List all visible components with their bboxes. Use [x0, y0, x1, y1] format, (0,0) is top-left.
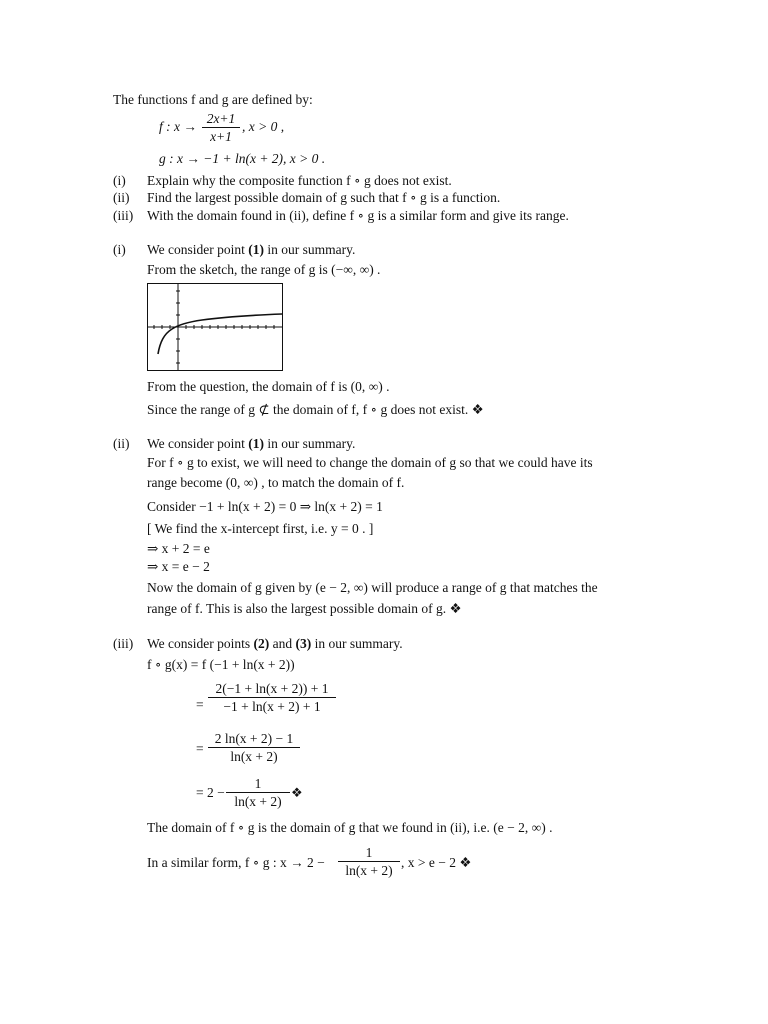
f-definition-lead: f : x → [159, 119, 197, 134]
composite-definition: f ∘ g(x) = f (−1 + ln(x + 2)) [147, 657, 295, 672]
part-ii-line5: [ We find the x-intercept first, i.e. y = 0 . ] [147, 521, 374, 536]
f-definition-tail: , x > 0 , [242, 119, 285, 134]
part-i-line2: From the sketch, the range of g is (−∞, ∞) . [147, 262, 381, 277]
text-run: in our summary. [264, 436, 356, 451]
step2-numerator: 2 ln(x + 2) − 1 [214, 731, 294, 746]
text-run: We consider point [147, 242, 249, 257]
final-denominator: ln(x + 2) [345, 863, 393, 878]
step3-denominator: ln(x + 2) [234, 794, 282, 809]
final-form-lead: In a similar form, f ∘ g : x → 2 − [147, 855, 325, 870]
part-ii-line9: range of f. This is also the largest possible domain of g. ❖ [147, 601, 462, 616]
bold-point-ref: (1) [248, 436, 265, 451]
g-curve [158, 314, 282, 354]
part-i-line1 [147, 242, 355, 258]
part-ii-line7: ⇒ x = e − 2 [147, 559, 210, 574]
question-number: (iii) [113, 208, 134, 223]
f-definition-fraction [202, 111, 240, 144]
part-iii-line1 [147, 636, 403, 652]
text-run: We consider point [147, 436, 249, 451]
bold-point-ref: (2) [253, 636, 270, 651]
step1-denominator: −1 + ln(x + 2) + 1 [223, 699, 321, 714]
part-iii-number: (iii) [113, 636, 134, 651]
final-form-tail: , x > e − 2 ❖ [401, 855, 472, 870]
text-run: We consider points [147, 636, 254, 651]
diamond-icon: ❖ [291, 785, 303, 800]
part-i-number: (i) [113, 242, 126, 257]
composite-domain-line: The domain of f ∘ g is the domain of g that we found in (ii), i.e. (e − 2, ∞) . [147, 820, 553, 835]
step2-fraction [208, 731, 300, 764]
text-run: in our summary. [264, 242, 356, 257]
question-number: (i) [113, 173, 126, 188]
g-definition: g : x → −1 + ln(x + 2), x > 0 . [159, 151, 326, 166]
step3-lead: = 2 − [196, 785, 225, 800]
question-number: (ii) [113, 190, 130, 205]
part-ii-line8: Now the domain of g given by (e − 2, ∞) will produce a range of g that matches the [147, 580, 598, 595]
part-ii-line3: range become (0, ∞) , to match the domain of f. [147, 475, 405, 490]
question-text: Find the largest possible domain of g such that f ∘ g is a function. [147, 190, 501, 205]
question-text: Explain why the composite function f ∘ g does not exist. [147, 173, 452, 188]
step1-fraction [208, 681, 336, 714]
final-numerator: 1 [365, 845, 373, 860]
equals-sign: = [196, 741, 204, 756]
f-fraction-numerator: 2x+1 [206, 111, 236, 126]
part-ii-line4: Consider −1 + ln(x + 2) = 0 ⇒ ln(x + 2) = 1 [147, 499, 383, 514]
step3-numerator: 1 [254, 776, 262, 791]
part-i-line4: Since the range of g ⊄ the domain of f, f ∘ g does not exist. ❖ [147, 402, 484, 417]
bold-point-ref: (3) [295, 636, 312, 651]
step2-denominator: ln(x + 2) [230, 749, 278, 764]
part-ii-line1 [147, 436, 355, 452]
text-run: and [269, 636, 296, 651]
bold-point-ref: (1) [248, 242, 265, 257]
part-i-line3: From the question, the domain of f is (0, ∞) . [147, 379, 390, 394]
graph-of-g [147, 283, 283, 371]
final-fraction [338, 845, 400, 878]
step1-numerator: 2(−1 + ln(x + 2)) + 1 [215, 681, 329, 696]
part-ii-line6: ⇒ x + 2 = e [147, 541, 210, 556]
step3-fraction [226, 776, 290, 809]
intro-line: The functions f and g are defined by: [113, 92, 313, 107]
part-ii-line2: For f ∘ g to exist, we will need to change the domain of g so that we could have its [147, 455, 593, 470]
text-run: in our summary. [311, 636, 403, 651]
equals-sign: = [196, 697, 204, 712]
part-ii-number: (ii) [113, 436, 130, 451]
question-text: With the domain found in (ii), define f ∘ g is a similar form and give its range. [147, 208, 569, 223]
f-fraction-denominator: x+1 [210, 129, 232, 144]
graph-svg [148, 284, 282, 370]
